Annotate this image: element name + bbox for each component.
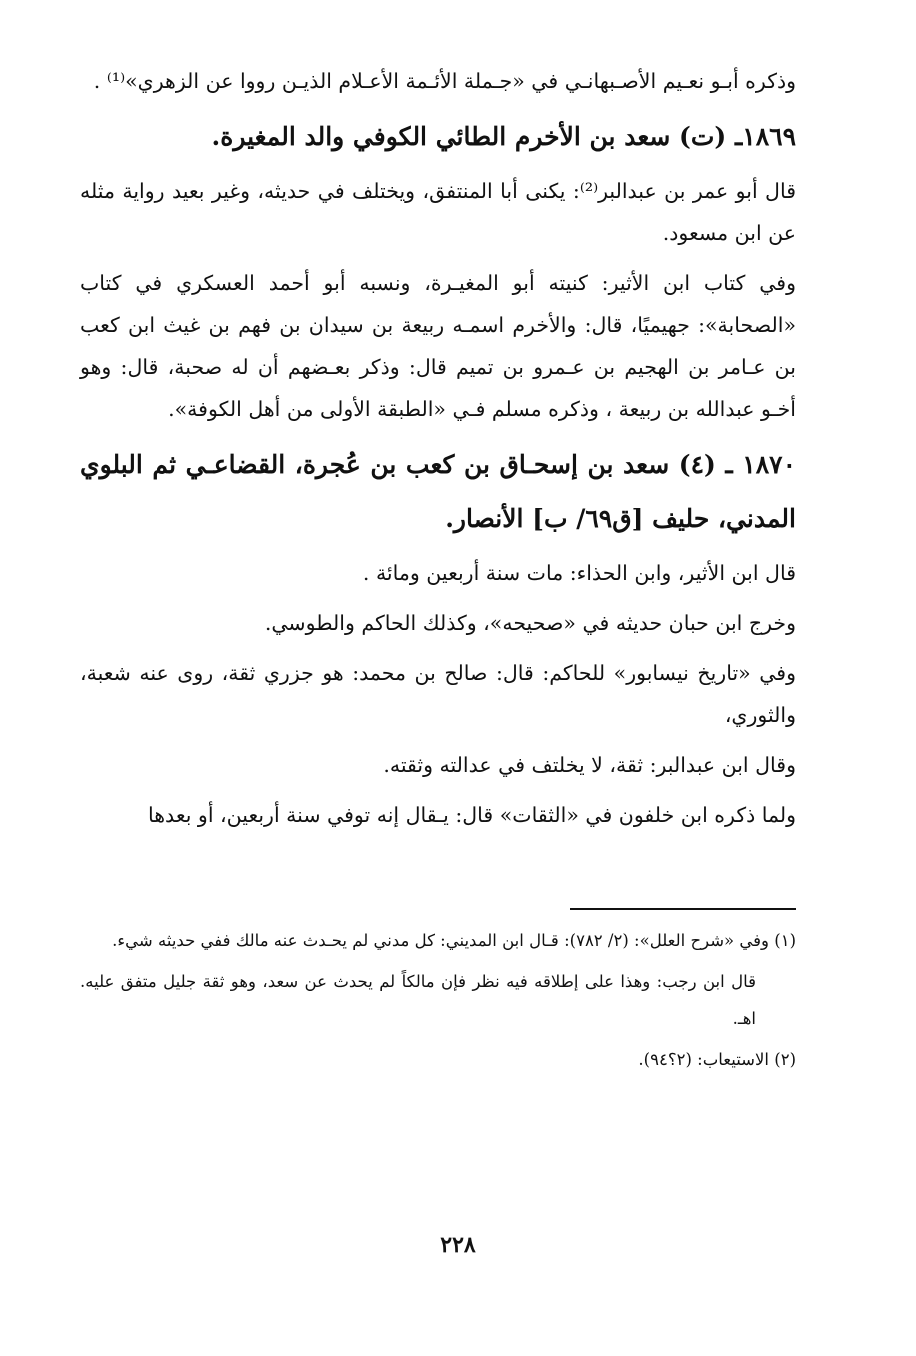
paragraph-intro: وذكره أبـو نعـيم الأصـبهانـي في «جـملة الأئـمة الأعـلام الذيـن رووا عن الزهري»⁽¹⁾ .: [93, 69, 796, 93]
entry-heading-1870: ١٨٧٠ ـ (٤) سعد بن إسحـاق بن كعب بن عُجرة، القضاعـي ثم البلوي المدني، حليف [ق٦٩/ ب] الأنصار.: [80, 450, 797, 533]
paragraph-thiqa: وقال ابن عبدالبر: ثقة، لا يخلتف في عدالته وثقته.: [383, 753, 796, 777]
entry-heading-1869: ١٨٦٩ـ (ت) سعد بن الأخرم الطائي الكوفي والد المغيرة.: [211, 122, 796, 151]
page-number: ٢٢٨: [440, 1232, 476, 1258]
paragraph-ibn-khalfun: ولما ذكره ابن خلفون في «الثقات» قال: يـقال إنه توفي سنة أربعين، أو بعدها: [148, 803, 796, 827]
paragraph-ibn-athir: وفي كتاب ابن الأثير: كنيته أبو المغيـرة، ونسبه أبو أحمد العسكري في كتاب «الصحابة»: جهيميًا، قال: والأخرم اسمـه ربيعة بن سيدان بن فهم بن غيث ابن كعب بن عـامر بن الهجيم بن عـمرو بن تميم قال: وذكر بعـضهم أن له صحبة، قال: وهو أخـو عبدالله بن ربيعة ، وذكره مسلم فـي «الطبقة الأولى من أهل الكوفة».: [80, 271, 796, 421]
footnote-1-continued: قال ابن رجب: وهذا على إطلاقه فيه نظر فإن مالكاً لم يحدث عن سعد، وهو ثقة جليل متفق عليه. اهـ.: [80, 972, 756, 1028]
footnote-1: (١) وفي «شرح العلل»: (٢/ ٧٨٢): قـال ابن المديني: كل مدني لم يحـدث عنه مالك ففي حديثه شيء.: [112, 931, 796, 950]
paragraph-death-date: قال ابن الأثير، وابن الحذاء: مات سنة أربعين ومائة .: [362, 561, 796, 585]
paragraph-ibn-abdulbarr: قال أبو عمر بن عبدالبر⁽²⁾: يكنى أبا المنتفق، ويختلف في حديثه، وغير بعيد رواية مثله عن ابن مسعود.: [80, 179, 796, 245]
footnote-2: (٢) الاستيعاب: (٢؟٩٤).: [638, 1050, 796, 1069]
footnotes: [80, 922, 796, 1082]
paragraph-ibn-hibban: وخرج ابن حبان حديثه في «صحيحه»، وكذلك الحاكم والطوسي.: [264, 611, 796, 635]
paragraph-tarikh-naysabur: وفي «تاريخ نيسابور» للحاكم: قال: صالح بن محمد: هو جزري ثقة، روى عنه شعبة، والثوري،: [80, 661, 796, 727]
page-body: [80, 60, 796, 844]
footnote-separator: [570, 908, 796, 910]
